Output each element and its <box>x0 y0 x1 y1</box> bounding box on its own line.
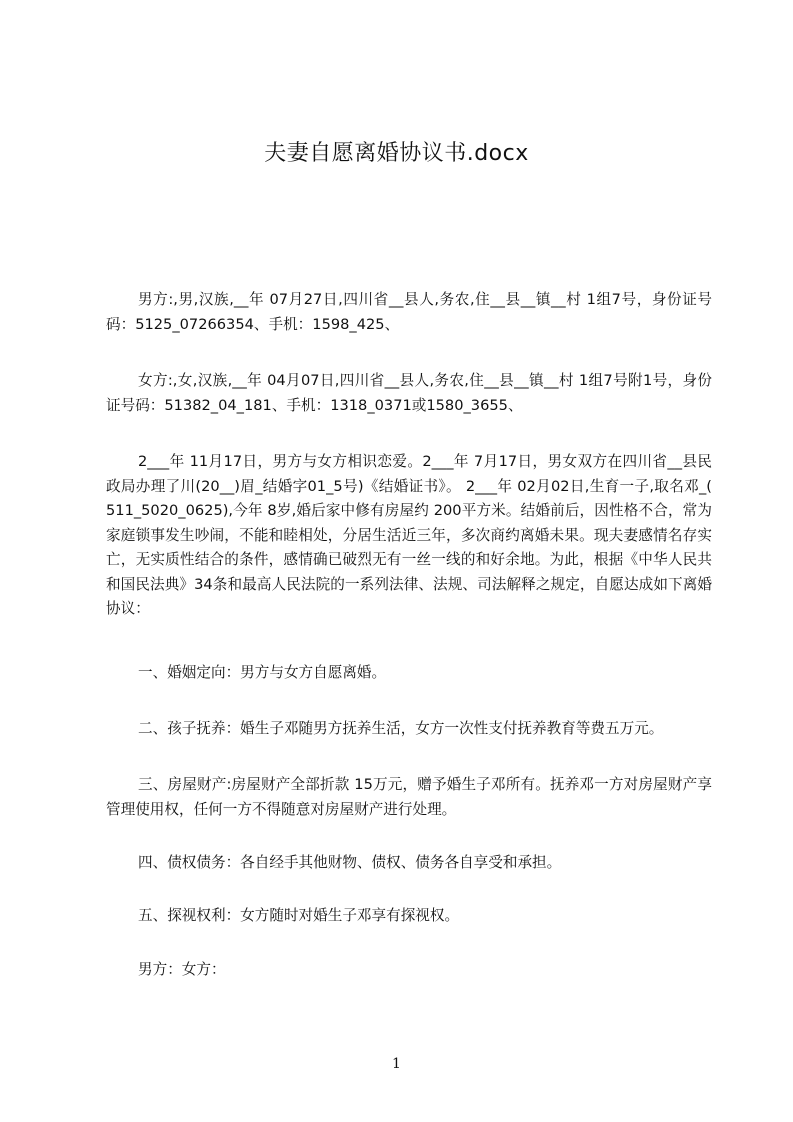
female-party-paragraph: 女方:,女,汉族,__年 04月07日,四川省__县人,务农,住__县__镇__村 1组7号附1号，身份证号码：51382_04_181、手机：1318_0371或1580_3655、 <box>106 372 712 414</box>
clause-property: 三、房屋财产:房屋财产全部折款 15万元，赠予婚生子邓所有。抚养邓一方对房屋财产享管理使用权，任何一方不得随意对房屋财产进行处理。 <box>106 776 712 818</box>
clause-marriage: 一、婚姻定向：男方与女方自愿离婚。 <box>138 664 387 681</box>
male-party-paragraph: 男方:,男,汉族,__年 07月27日,四川省__县人,务农,住__县__镇__村 1组7号，身份证号码：5125_07266354、手机：1598_425、 <box>106 291 712 333</box>
document-title: 夫妻自愿离婚协议书.docx <box>264 141 529 166</box>
background-paragraph: 2___年 11月17日，男方与女方相识恋爱。2___年 7月17日，男女双方在四川省__县民政局办理了川(20__)眉_结婚字01_5号)《结婚证书》。 2___年 02月02日,生育一子,取名邓_( 511_5020_0625),今年 8岁,婚后家中修有房屋约 200平方米。结婚前后，因性格不合，常为家庭锁事发生吵闹，不能和睦相处，分居生活近三年，多次商约离婚未果。现夫妻感情名存实亡，无实质性结合的条件，感情确已破烈无有一丝一线的和好余地。为此，根据《中华人民共和国民法典》34条和最高人民法院的一系列法律、法规、司法解释之规定，自愿达成如下离婚协议： <box>106 453 712 617</box>
signature-line: 男方：女方： <box>138 961 226 978</box>
clause-debts: 四、债权债务：各自经手其他财物、债权、债务各自享受和承担。 <box>138 854 562 871</box>
page-number: 1 <box>392 1056 401 1072</box>
clause-child-custody: 二、孩子抚养：婚生子邓随男方抚养生活，女方一次性支付抚养教育等费五万元。 <box>138 720 664 737</box>
clause-visitation: 五、探视权利：女方随时对婚生子邓享有探视权。 <box>138 907 460 924</box>
